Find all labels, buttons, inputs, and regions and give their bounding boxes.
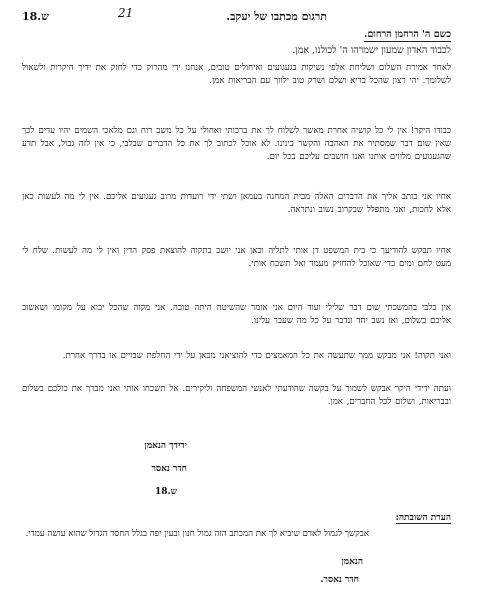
document-title: תרגום מכתבו של יעקב. (226, 10, 327, 23)
letter-paragraph: ואני תקוה! אני מבקש ממך שתעשה את כל המאמצים כדי להוציאני מכאן על ידי החלפת שבויים או בדרך אחרת. (62, 351, 451, 361)
page-number: 18.ש (22, 10, 49, 23)
letter-paragraph: אחיו אני כותב אליך את הדברים האלה מבית המחנה בעמאן ושתי ידי רועדות מרוב געגועים אליכם. אין לי מה לעשות כאן אלא לחכות, ואני מתפלל שבקרוב נשוב ונתראה. (22, 192, 451, 215)
letter-paragraph: כבודו היקר! אין לי כל קושיה אחרת מאשר לשלוח לך את ברכותי ואחולי על כל משב רוח וגם מלאכי השמים יהיו עדים לכך שאין שום דבר שמסתיר את האהבה והקשר בינינו. לא אוכל לכתוב לך את כל הדברים שבלבי, כי אין לזה גבול, אבל תדע שהגעגועים מלווים אותנו ואנו חושבים עליכם בכל יום. (22, 126, 451, 162)
signature-line: ידידך הנאמן (144, 441, 187, 451)
header-line (0, 6, 477, 30)
signature-name: חדר נאסר (151, 464, 187, 474)
signature-page-number: 18.ש (154, 487, 177, 497)
note-body: אבקשך לגמול לאדם שיביא לך את המכתב הזה גמול חנון ובעין יפה בגלל החסד הגדול שהוא עושה עמדי. (25, 529, 369, 539)
letter-paragraph: אין בלבי בהמשכתי שום דבר שלילי ועוד היום אני אומר שהשיטה היתה טובה. אני מקוה שהכל יבוא על מקומו ושאשוב אליכם בשלום, ואז נשב יחד ונדבר על כל מה שעבר עלינו. (22, 303, 451, 326)
note-signature-line: הנאמן (341, 557, 363, 567)
greeting-line: לכבוד האדון שמעון ישמרהו ה' לכולנו, אמן. (292, 45, 451, 56)
handwritten-mark: 21 (118, 6, 134, 20)
letter-paragraph: לאחר אמירת השלום ושליחת אלפי נשיקות בגעגועים ואיחולים טובים, אנחנו ידי מהרוק כדי לחזק את ידיך היקרות ולשאול לשלומך. יהי רצון שהכל בריא ושלם ושרק טוב ילווך עם הבריאות אמן. (22, 63, 451, 86)
note-heading: הערת השובתה: (395, 513, 451, 523)
letter-paragraph: אחיו תבקש להודיעך כי בית המשפט דן אותי לתליה וכאן אני יושב בתקוה להוצאת פסק הדין ואין לי מה לעשות. שלח לי מעט לחם ומים כדי שאוכל להחזיק מעמד ואל תשכח אותי. (22, 246, 451, 269)
invocation-line: כשם ה' הרחמן הרחום. (364, 29, 451, 40)
note-signature-name: חדר נאסר. (320, 575, 359, 585)
letter-paragraph: ועתה ידידי היקר אבקש לשמור על בקשה שהודעתי לאנשי המשפחה וליקירים. אל תשכחו אותי ואני מברך את כולכם בשלום ובבריאות, ושלום לכל החברים, אמן. (22, 384, 451, 407)
